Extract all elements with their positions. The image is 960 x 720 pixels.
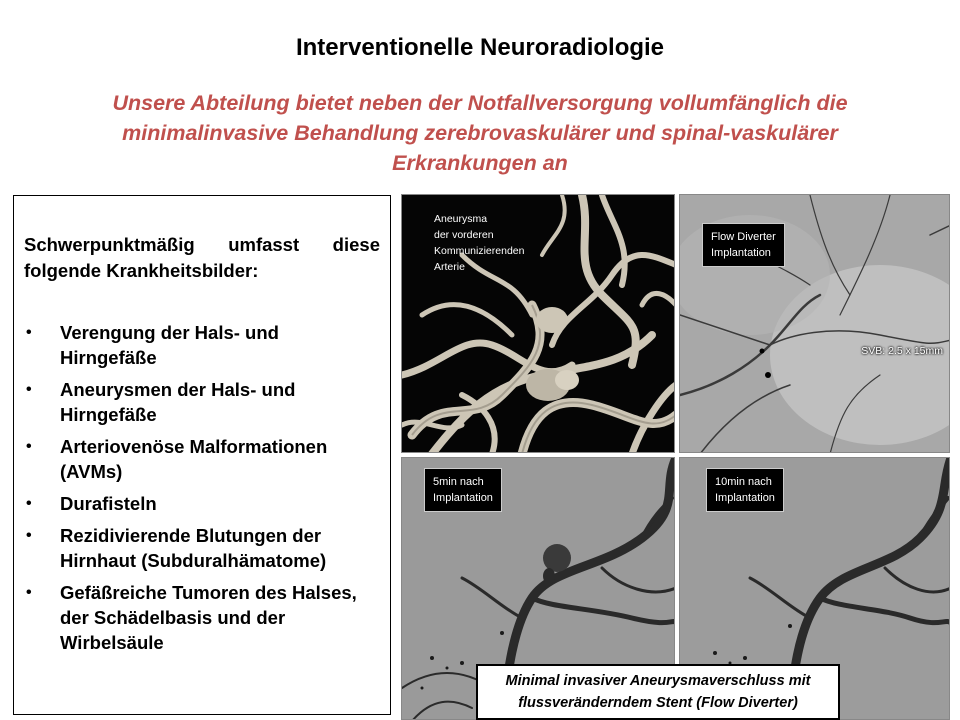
list-item-text: Rezidivierende Blutungen der Hirnhaut (Subduralhämatome) — [60, 525, 327, 571]
bullet-icon: • — [26, 584, 32, 601]
disease-info-box — [13, 195, 391, 715]
label-line: Flow Diverter — [711, 231, 776, 243]
label-line: Implantation — [715, 492, 775, 504]
disease-list — [24, 320, 380, 655]
image-3d-aneurysm — [401, 194, 675, 453]
label-aneurysm — [434, 211, 524, 275]
list-item-text: Arteriovenöse Malformationen (AVMs) — [60, 436, 328, 482]
caption-line: flussveränderndem Stent (Flow Diverter) — [518, 695, 798, 711]
list-item-text: Aneurysmen der Hals- und Hirngefäße — [60, 379, 296, 425]
image-caption — [476, 664, 840, 720]
label-line: Implantation — [433, 492, 493, 504]
label-10min — [706, 468, 784, 512]
bullet-icon: • — [26, 527, 32, 544]
list-item — [24, 523, 380, 573]
label-line: 10min nach — [715, 476, 772, 488]
list-item — [24, 320, 380, 370]
label-line: Arterie — [434, 261, 465, 273]
label-5min — [424, 468, 502, 512]
label-line: 5min nach — [433, 476, 484, 488]
caption-line: Minimal invasiver Aneurysmaverschluss mit — [505, 673, 811, 689]
label-flow-diverter — [702, 223, 785, 267]
bullet-icon: • — [26, 381, 32, 398]
bullet-icon: • — [26, 324, 32, 341]
label-line: Implantation — [711, 247, 771, 259]
list-item — [24, 434, 380, 484]
list-item-text: Durafisteln — [60, 493, 157, 514]
list-item — [24, 580, 380, 655]
label-line: Kommunizierenden — [434, 245, 525, 257]
label-line: der vorderen — [434, 229, 494, 241]
slide-title: Interventionelle Neuroradiologie — [295, 34, 665, 61]
bullet-icon: • — [26, 495, 32, 512]
list-item-text: Gefäßreiche Tumoren des Halses, der Schädelbasis und der Wirbelsäule — [60, 582, 357, 653]
list-item — [24, 491, 380, 516]
stent-measurement: SVB: 2.5 x 15mm — [861, 345, 943, 357]
intro-text: Schwerpunktmäßig umfasst diese folgende Krankheitsbilder: — [24, 234, 380, 281]
list-item-text: Verengung der Hals- und Hirngefäße — [60, 322, 279, 368]
image-flow-diverter — [679, 194, 950, 453]
slide-subtitle: Unsere Abteilung bietet neben der Notfallversorgung vollumfänglich die minimalinvasive Behandlung zerebrovaskulärer und spinal-vaskulärer Erkrankungen an — [112, 91, 848, 175]
list-item — [24, 377, 380, 427]
label-line: Aneurysma — [434, 213, 488, 225]
bullet-icon: • — [26, 438, 32, 455]
